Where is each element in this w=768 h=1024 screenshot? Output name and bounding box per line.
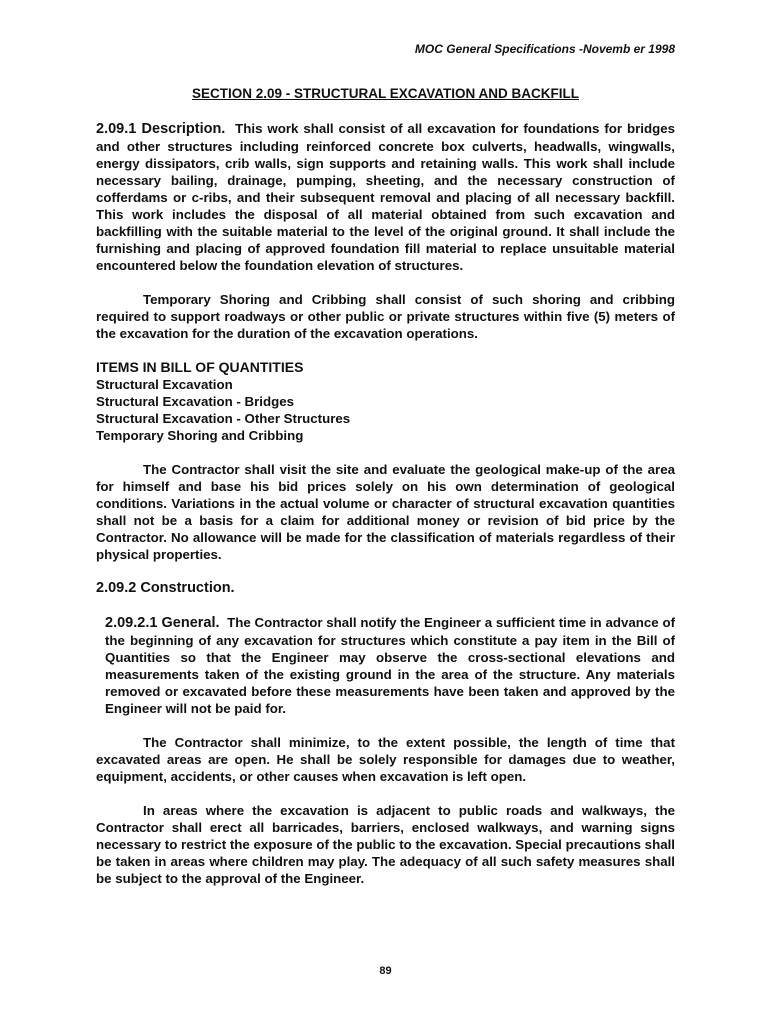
document-body — [96, 120, 675, 887]
safety-paragraph: In areas where the excavation is adjacent to public roads and walkways, the Contractor shall erect all barricades, barriers, enclosed walkways, and warning signs necessary to restrict the exposure of the public to the excavation. Special precautions shall be taken in areas where children may play. The adequacy of all such safety measures shall be subject to the approval of the Engineer. — [96, 803, 675, 886]
items-note-paragraph: The Contractor shall visit the site and evaluate the geological make-up of the area for himself and base his bid prices solely on his own determination of geological conditions. Variations in the actual volume or character of structural excavation quantities shall not be a basis for a claim for additional money or revision of bid price by the Contractor. No allowance will be made for the classification of materials regardless of their physical properties. — [96, 462, 675, 562]
general-paragraph — [96, 614, 675, 717]
description-paragraph — [96, 120, 675, 274]
general-heading: 2.09.2.1 General. — [105, 615, 220, 631]
item-structural-excavation: Structural Excavation — [96, 377, 233, 392]
construction-heading: 2.09.2 Construction. — [96, 580, 235, 596]
general-text: The Contractor shall notify the Engineer a sufficient time in advance of the beginning of any excavation for structures which constitute a pay item in the Bill of Quantities so that the Engineer may observe the cross-sectional elevations and measurements taken of the existing ground in the area of the structure. Any materials removed or excavated before these measurements have been taken and approved by the Engineer will not be paid for. — [105, 615, 676, 716]
page-number: 89 — [379, 965, 392, 977]
section-title-text: SECTION 2.09 - STRUCTURAL EXCAVATION AND BACKFILL — [191, 86, 579, 101]
minimize-paragraph: The Contractor shall minimize, to the extent possible, the length of time that excavated areas are open. He shall be solely responsible for damages due to weather, equipment, accidents, or other causes when excavation is left open. — [96, 735, 675, 784]
item-structural-excavation-other: Structural Excavation - Other Structures — [96, 411, 351, 426]
item-structural-excavation-bridges: Structural Excavation - Bridges — [96, 394, 295, 409]
running-header: MOC General Specifications -Novemb er 1998 — [414, 42, 675, 56]
items-heading: ITEMS IN BILL OF QUANTITIES — [96, 359, 304, 375]
description-heading: 2.09.1 Description. — [96, 121, 226, 137]
document-page — [96, 0, 675, 1024]
shoring-paragraph: Temporary Shoring and Cribbing shall consist of such shoring and cribbing required to support roadways or other public or private structures within five (5) meters of the excavation for the duration of the excavation operations. — [96, 292, 675, 341]
description-text: This work shall consist of all excavation for foundations for bridges and other structures including reinforced concrete box culverts, headwalls, wingwalls, energy dissipators, crib walls, sign supports and retaining walls. This work shall include necessary bailing, drainage, pumping, sheeting, and the necessary construction of cofferdams or c-ribs, and their subsequent removal and placing of all necessary backfill. This work includes the disposal of all material obtained from such excavation and backfilling with the suitable material to the level of the original ground. It shall include the furnishing and placing of approved foundation fill material to replace unsuitable material encountered below the foundation elevation of structures. — [96, 121, 675, 273]
section-title — [96, 86, 675, 101]
item-temporary-shoring: Temporary Shoring and Cribbing — [96, 428, 304, 443]
